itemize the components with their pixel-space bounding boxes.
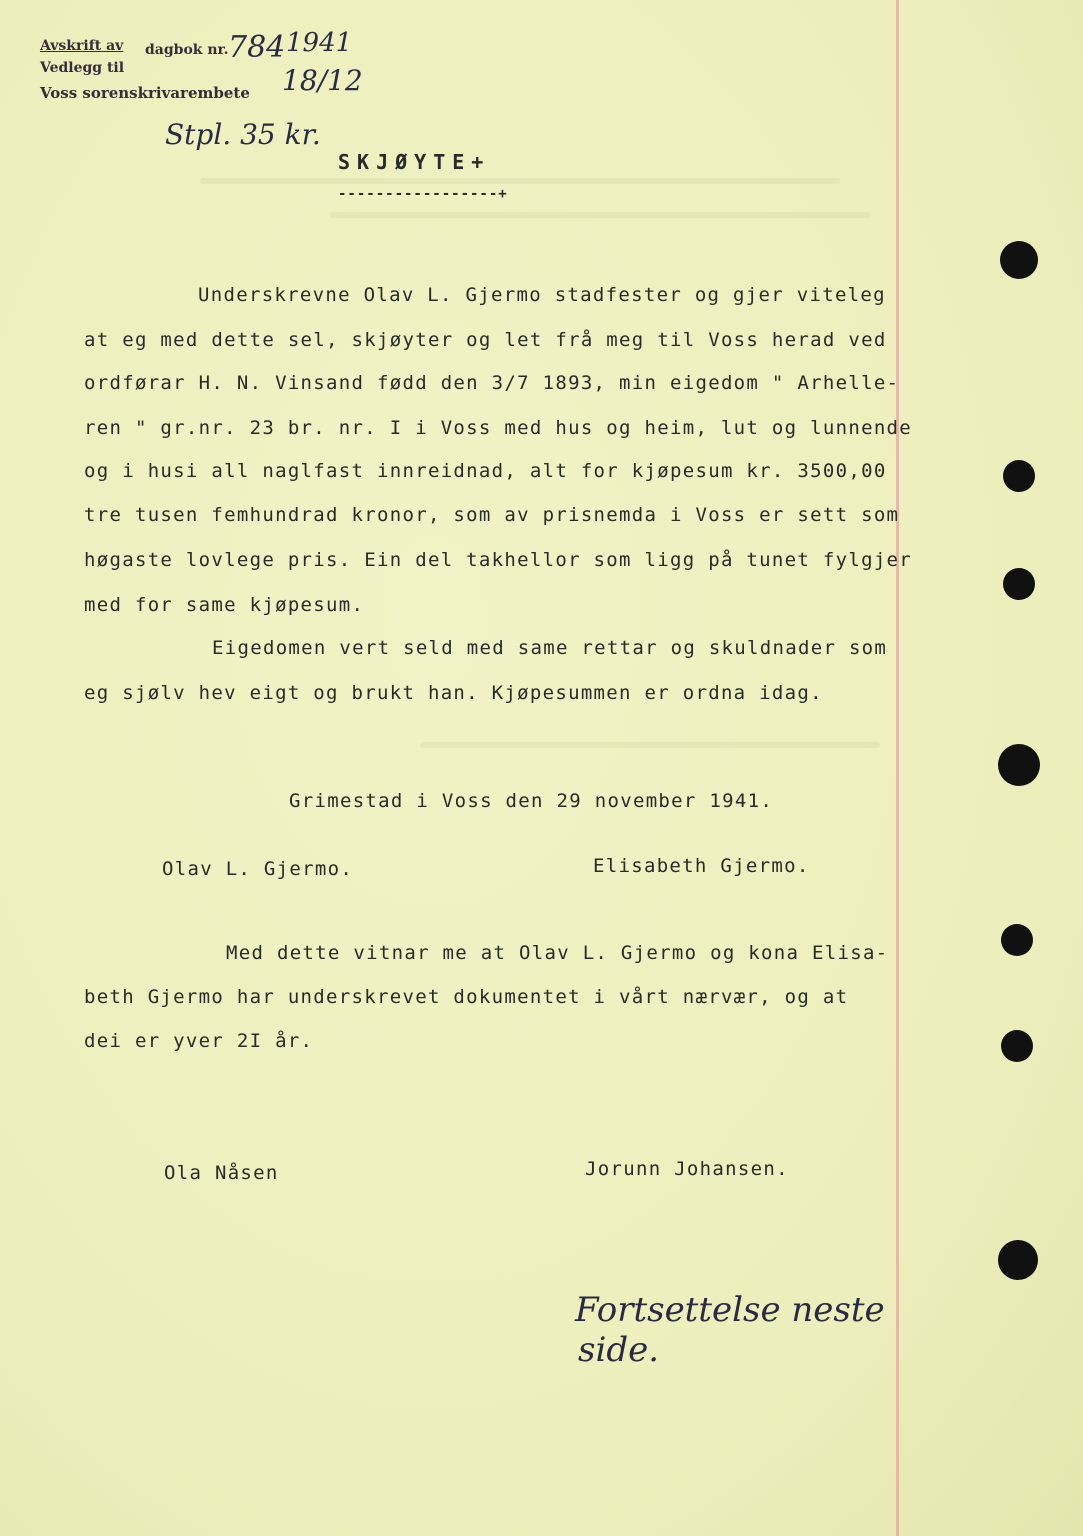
witness-line: beth Gjermo har underskrevet dokumentet i vårt nærvær, og at [84,986,849,1008]
body-line: med for same kjøpesum. [84,594,365,616]
bleed-through [200,178,840,184]
body-line: tre tusen femhundrad kronor, som av prisnemda i Voss er sett som [84,504,900,526]
stamp-dagbok-label: dagbok nr. [145,42,229,58]
punch-hole [998,744,1040,786]
continuation-note-line-1: Fortsettelse neste [575,1290,885,1330]
body-line: ren " gr.nr. 23 br. nr. I i Voss med hus og heim, lut og lunnende [84,417,913,439]
witness-line: Med dette vitnar me at Olav L. Gjermo og kona Elisa- [226,942,889,964]
body-line: ordførar H. N. Vinsand fødd den 3/7 1893, min eigedom " Arhelle- [84,372,900,394]
punch-hole [1003,568,1035,600]
body-line: og i husi all naglfast innreidnad, alt for kjøpesum kr. 3500,00 [84,460,887,482]
body-line: at eg med dette sel, skjøyter og let frå meg til Voss herad ved [84,329,887,351]
punch-hole [1000,241,1038,279]
stamp-number: 784 [228,30,286,65]
margin-line [896,0,899,1536]
body-line: Underskrevne Olav L. Gjermo stadfester og gjer viteleg [198,284,886,306]
witness-name-1: Ola Nåsen [164,1162,279,1184]
punch-hole [1001,924,1033,956]
bleed-through [420,742,880,748]
place-date: Grimestad i Voss den 29 november 1941. [289,790,774,812]
stamp-avskrift: Avskrift av [40,38,124,54]
signature-seller-1: Olav L. Gjermo. [162,858,354,880]
stamp-vedlegg: Vedlegg til [40,60,125,76]
fee-note: Stpl. 35 kr. [165,118,321,151]
body-line: høgaste lovlege pris. Ein del takhellor som ligg på tunet fylgjer [84,549,913,571]
punch-hole [1003,460,1035,492]
bleed-through [330,212,870,218]
stamp-date: 18/12 [282,64,363,97]
title-underline: -----------------+ [338,186,508,202]
witness-name-2: Jorunn Johansen. [585,1158,789,1180]
stamp-office: Voss sorenskrivarembete [40,84,250,102]
witness-line: dei er yver 2I år. [84,1030,314,1052]
punch-hole [1001,1030,1033,1062]
continuation-note-line-2: side. [578,1330,660,1370]
body-line: Eigedomen vert seld med same rettar og skuldnader som [212,637,888,659]
document-title: SKJØYTE+ [338,150,491,174]
punch-hole [998,1240,1038,1280]
stamp-year: 1941 [286,28,353,58]
body-line: eg sjølv hev eigt og brukt han. Kjøpesummen er ordna idag. [84,682,823,704]
signature-seller-2: Elisabeth Gjermo. [593,855,810,877]
